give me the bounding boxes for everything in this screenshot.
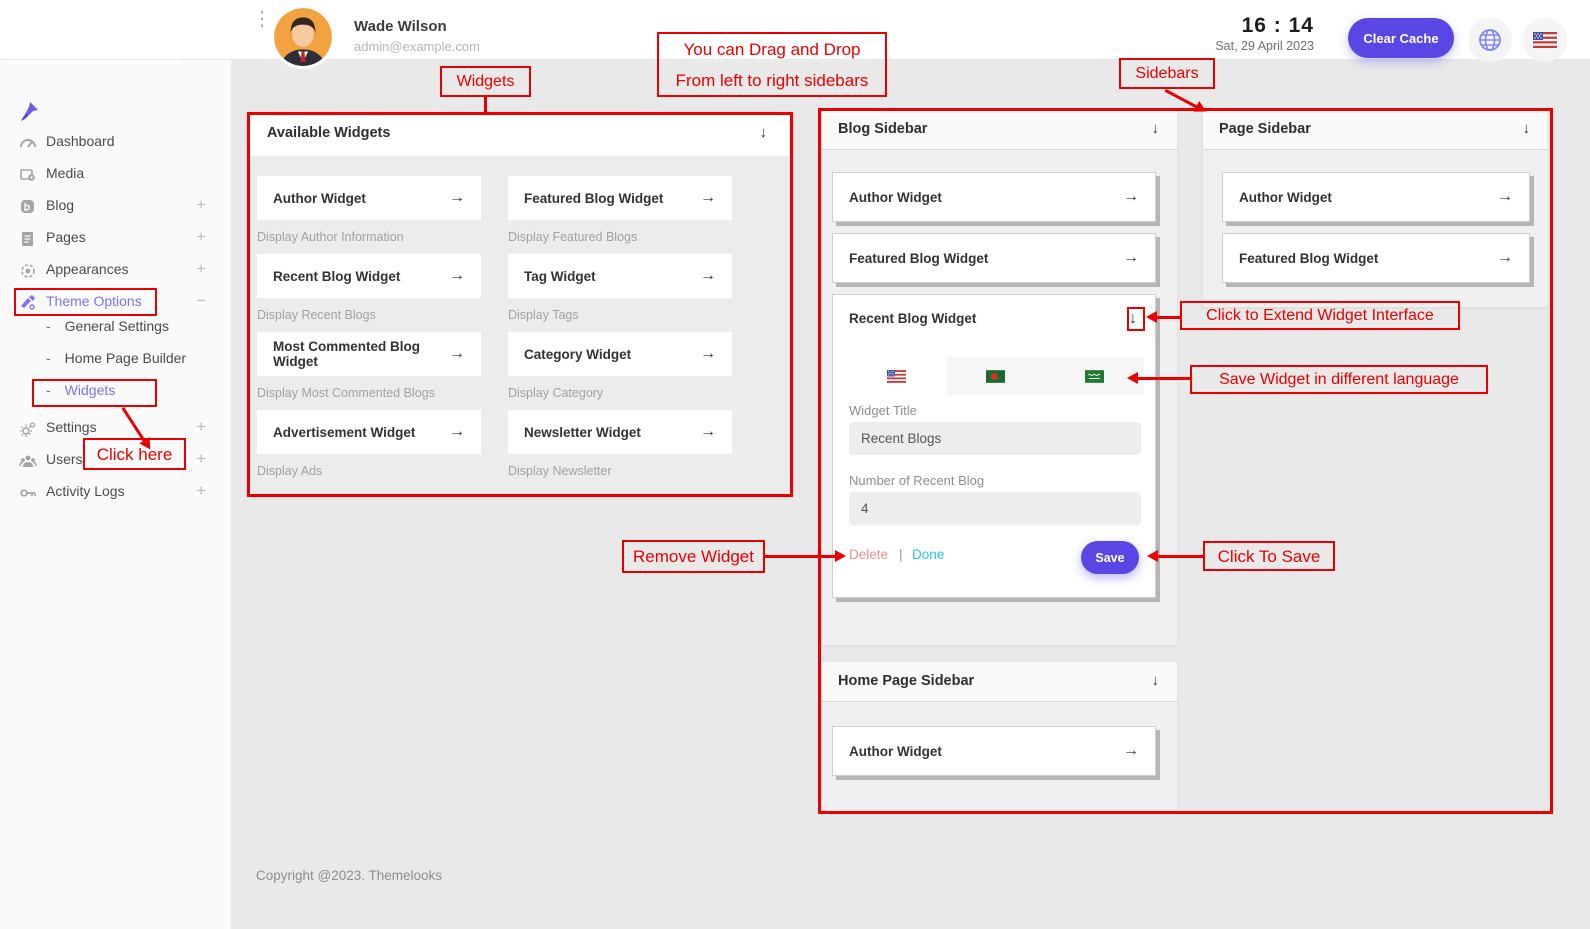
widget-card-author[interactable]: [257, 176, 481, 220]
arrowhead: [1127, 372, 1138, 384]
page-sidebar-header: [1203, 110, 1548, 150]
widget-card-newsletter[interactable]: [508, 410, 732, 454]
sidebar-widget-author[interactable]: [832, 726, 1156, 776]
widget-card-title: Most Commented Blog Widget: [273, 339, 420, 369]
plus-icon[interactable]: +: [196, 449, 206, 468]
sidebar-item-pages[interactable]: [0, 224, 232, 254]
widget-card-title: Recent Blog Widget: [273, 268, 401, 284]
widget-card-title: Author Widget: [849, 189, 942, 205]
widget-card-title: Featured Blog Widget: [1239, 250, 1379, 266]
plus-icon[interactable]: +: [196, 417, 206, 436]
sidebar-item-appearances[interactable]: [0, 256, 232, 286]
widget-card-title: Author Widget: [1239, 189, 1332, 205]
copyright-text: Copyright @2023. Themelooks: [256, 868, 443, 883]
language-tab-english[interactable]: [847, 357, 946, 395]
collapse-arrow-icon[interactable]: ↓: [1151, 120, 1159, 137]
arrow-right-icon: →: [449, 267, 465, 284]
widget-card-featured-blog[interactable]: [508, 176, 732, 220]
save-button[interactable]: Save: [1081, 541, 1139, 574]
clock: [1215, 14, 1314, 53]
panel-title: Available Widgets: [267, 125, 391, 141]
done-link[interactable]: Done: [912, 547, 945, 562]
arrow-right-icon: →: [1497, 249, 1513, 266]
panel-title: Home Page Sidebar: [838, 673, 975, 689]
arrowhead: [835, 550, 846, 562]
plus-icon[interactable]: +: [196, 259, 206, 278]
widget-card-desc: Display Most Commented Blogs: [257, 386, 435, 400]
home-page-sidebar-panel: [822, 662, 1177, 812]
dashboard-icon: [18, 133, 38, 153]
sidebar-widget-author[interactable]: [1222, 172, 1530, 222]
paintbrush-icon: [18, 293, 38, 313]
sidebar-item-dashboard[interactable]: [0, 128, 232, 158]
plus-icon[interactable]: +: [196, 481, 206, 500]
sidebar-item-label: Settings: [46, 419, 97, 435]
collapse-widget-arrow-icon[interactable]: ↓: [1129, 310, 1137, 327]
arrow-right-icon: →: [1497, 188, 1513, 205]
widget-card-title: Featured Blog Widget: [524, 190, 664, 206]
arrow-right-icon: →: [1123, 742, 1139, 759]
media-icon: [18, 165, 38, 185]
widget-card-recent-blog[interactable]: [257, 254, 481, 298]
collapse-arrow-icon[interactable]: ↓: [1151, 672, 1159, 689]
sidebar-item-label: Media: [46, 165, 85, 181]
widget-card-desc: Display Category: [508, 386, 604, 400]
plus-icon[interactable]: +: [196, 227, 206, 246]
widget-card-desc: Display Recent Blogs: [257, 308, 376, 322]
sidebar-item-theme-options[interactable]: [0, 288, 232, 318]
arrow-right-icon: →: [700, 423, 716, 440]
sidebar-item-blog[interactable]: [0, 192, 232, 222]
blog-sidebar-panel: [822, 110, 1177, 645]
annotation-line: [484, 97, 487, 113]
arrow-right-icon: →: [1123, 188, 1139, 205]
widget-card-title: Author Widget: [849, 743, 942, 759]
pushpin-icon[interactable]: [18, 100, 40, 127]
annotation-label-widgets: Widgets: [440, 66, 531, 97]
gear-icon: [18, 419, 38, 439]
collapse-arrow-icon[interactable]: ↓: [1522, 120, 1530, 137]
user-name: Wade Wilson: [354, 18, 447, 35]
arrow-right-icon: →: [449, 423, 465, 440]
sidebar-subitem-home-page-builder[interactable]: [46, 350, 232, 376]
plus-icon[interactable]: +: [196, 195, 206, 214]
annotation-label-sidebars: Sidebars: [1119, 58, 1215, 89]
widget-card-desc: Display Tags: [508, 308, 579, 322]
language-tab-bangla[interactable]: [946, 357, 1045, 395]
widget-card-title: Featured Blog Widget: [849, 250, 989, 266]
sidebar-item-label: Appearances: [46, 261, 129, 277]
widget-title-label: Widget Title: [849, 403, 917, 418]
widget-card-title: Newsletter Widget: [524, 424, 641, 440]
time-value: 16 : 14: [1241, 14, 1314, 37]
sidebar-subitem-label: Home Page Builder: [64, 350, 187, 366]
number-of-recent-blog-input[interactable]: [849, 492, 1141, 525]
annotation-label-save-language: Save Widget in different language: [1190, 365, 1488, 394]
widget-card-desc: Display Featured Blogs: [508, 230, 638, 244]
blog-sidebar-header: [822, 110, 1177, 150]
sidebar-widget-featured-blog[interactable]: [1222, 233, 1530, 283]
bangladesh-flag-icon: [986, 370, 1005, 383]
widget-title-input[interactable]: [849, 422, 1141, 455]
pages-icon: [18, 229, 38, 249]
avatar[interactable]: [274, 8, 332, 66]
sidebar-item-label: Activity Logs: [46, 483, 125, 499]
sidebar-item-label: Users: [46, 451, 83, 467]
annotation-label-extend: Click to Extend Widget Interface: [1180, 301, 1460, 330]
collapse-arrow-icon[interactable]: ↓: [759, 124, 767, 141]
annotation-text: From left to right sidebars: [675, 71, 869, 90]
panel-title: Blog Sidebar: [838, 121, 928, 137]
annotation-label-click-to-save: Click To Save: [1203, 541, 1335, 571]
arrow-right-icon: →: [700, 189, 716, 206]
sidebar-subitem-widgets[interactable]: [46, 382, 232, 408]
widget-card-category[interactable]: [508, 332, 732, 376]
page-sidebar-panel: [1203, 110, 1548, 307]
dash-icon: -: [46, 318, 51, 334]
appearances-icon: [18, 261, 38, 281]
panel-title: Page Sidebar: [1219, 121, 1311, 137]
arrowhead: [1147, 550, 1158, 562]
available-widgets-header: [247, 112, 793, 156]
annotation-label-click-here: Click here: [83, 438, 186, 470]
widget-card-most-commented[interactable]: [257, 332, 481, 376]
number-of-recent-blog-label: Number of Recent Blog: [849, 473, 985, 488]
annotation-label-remove-widget: Remove Widget: [622, 540, 765, 573]
widget-card-desc: Display Author Information: [257, 230, 404, 244]
minus-icon[interactable]: −: [196, 291, 206, 310]
widget-card-title: Author Widget: [273, 190, 366, 206]
sidebar-subitem-label: General Settings: [64, 318, 169, 334]
sidebar-item-media[interactable]: [0, 160, 232, 190]
us-flag-icon: [1533, 32, 1557, 48]
widget-card-title: Advertisement Widget: [273, 424, 416, 440]
dash-icon: -: [46, 382, 51, 398]
arrow-right-icon: →: [1123, 249, 1139, 266]
separator: |: [899, 547, 903, 562]
globe-icon: [1477, 27, 1503, 53]
annotation-label-dragdrop: [657, 32, 887, 97]
sidebar-widget-author[interactable]: [832, 172, 1156, 222]
annotation-arrow: [1156, 316, 1180, 319]
annotation-arrow: [765, 555, 835, 558]
widget-card-desc: Display Ads: [257, 464, 323, 478]
available-widgets-panel: [247, 112, 793, 497]
widget-card-tag[interactable]: [508, 254, 732, 298]
current-language-button[interactable]: [1523, 18, 1567, 62]
sidebar-item-activity-logs[interactable]: [0, 478, 232, 508]
delete-link[interactable]: Delete: [849, 547, 889, 562]
user-email: admin@example.com: [354, 39, 480, 54]
sidebar-subitem-label: Widgets: [64, 382, 116, 398]
language-globe-button[interactable]: [1468, 18, 1512, 62]
arrow-right-icon: →: [449, 189, 465, 206]
us-flag-icon: [887, 370, 906, 383]
expanded-recent-blog-widget: [832, 294, 1156, 598]
annotation-arrow: [1158, 555, 1203, 558]
kebab-menu-icon[interactable]: ⋮: [252, 8, 272, 30]
annotation-arrow: [1138, 377, 1190, 380]
dash-icon: -: [46, 350, 51, 366]
annotation-arrow: [1165, 89, 1198, 109]
key-icon: [18, 483, 38, 503]
arrow-right-icon: →: [700, 345, 716, 362]
sidebar-item-label: Theme Options: [46, 293, 142, 309]
widget-card-title: Tag Widget: [524, 268, 596, 284]
arrow-right-icon: →: [700, 267, 716, 284]
home-page-sidebar-header: [822, 662, 1177, 702]
clear-cache-button[interactable]: Clear Cache: [1348, 18, 1454, 58]
widget-card-title: Category Widget: [524, 346, 632, 362]
arrowhead: [1146, 311, 1157, 323]
date-value: Sat, 29 April 2023: [1215, 39, 1314, 53]
sidebar-item-label: Dashboard: [46, 133, 115, 149]
widget-card-title: Recent Blog Widget: [849, 311, 977, 326]
sidebar-subitem-general-settings[interactable]: [46, 318, 232, 344]
sidebar-item-label: Pages: [46, 229, 86, 245]
widget-card-advertisement[interactable]: [257, 410, 481, 454]
widget-card-desc: Display Newsletter: [508, 464, 612, 478]
users-icon: [18, 451, 38, 471]
arrow-right-icon: →: [449, 345, 465, 362]
sidebar-widget-featured-blog[interactable]: [832, 233, 1156, 283]
blog-icon: [18, 197, 38, 217]
sidebar-item-label: Blog: [46, 197, 75, 213]
saudi-arabia-flag-icon: [1085, 370, 1104, 383]
annotation-text: You can Drag and Drop: [683, 40, 861, 59]
